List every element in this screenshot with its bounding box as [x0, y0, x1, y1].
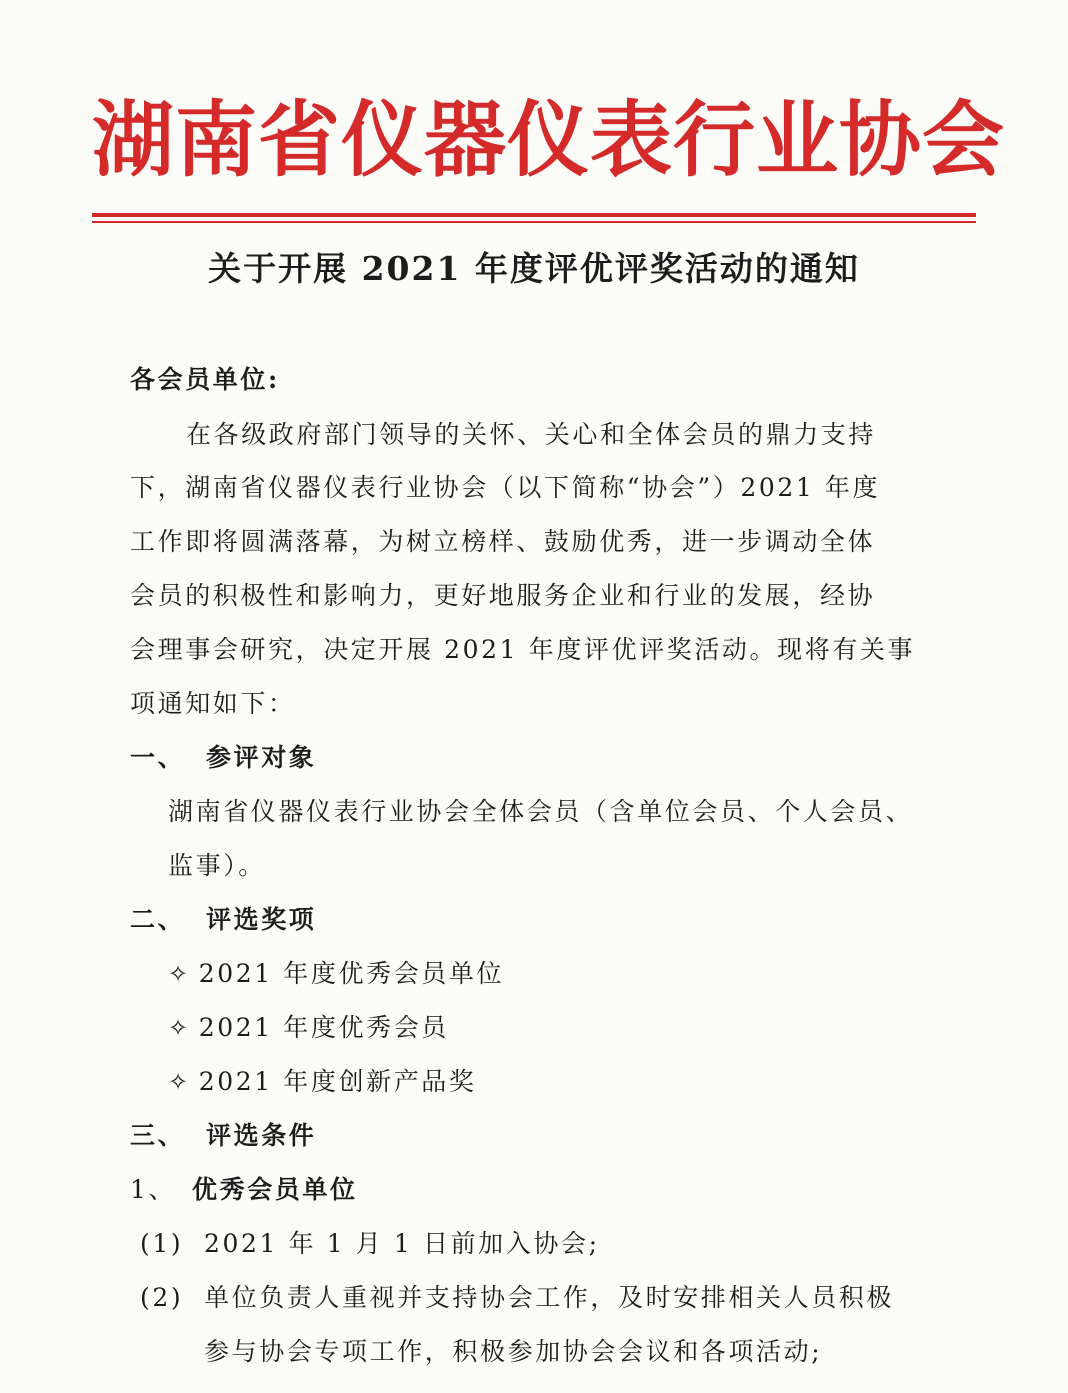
award-item — [168, 1013, 449, 1043]
section2-heading: 评选奖项 — [206, 905, 317, 934]
award-item — [168, 959, 504, 989]
letterhead-rule-thick — [92, 213, 976, 217]
intro-line: 项通知如下： — [130, 689, 296, 718]
award-item-label: 2021 年度创新产品奖 — [198, 1067, 477, 1096]
award-item-label: 2021 年度优秀会员 — [198, 1013, 449, 1042]
intro-line: 工作即将圆满落幕，为树立榜样、鼓励优秀，进一步调动全体 — [130, 527, 876, 556]
diamond-bullet-icon: ✧ — [168, 1014, 191, 1042]
section2-number: 二、 — [130, 905, 186, 934]
subsection-heading: 优秀会员单位 — [192, 1175, 358, 1204]
intro-line: 会理事会研究，决定开展 2021 年度评优评奖活动。现将有关事 — [130, 635, 916, 664]
document-title: 关于开展 2021 年度评优评奖活动的通知 — [208, 249, 860, 288]
section1-line: 湖南省仪器仪表行业协会全体会员（含单位会员、个人会员、 — [168, 797, 914, 826]
condition-number: (1) — [140, 1229, 184, 1258]
award-item-label: 2021 年度优秀会员单位 — [198, 959, 505, 988]
diamond-bullet-icon: ✧ — [168, 1068, 191, 1096]
salutation: 各会员单位: — [130, 365, 280, 394]
section3-heading: 评选条件 — [206, 1121, 317, 1150]
condition-line: 2021 年 1 月 1 日前加入协会; — [204, 1229, 600, 1258]
section3-number: 三、 — [130, 1121, 186, 1150]
condition-number: (2) — [140, 1283, 184, 1312]
condition-line: 参与协会专项工作，积极参加协会会议和各项活动; — [204, 1337, 823, 1366]
intro-line: 在各级政府部门领导的关怀、关心和全体会员的鼎力支持 — [186, 420, 877, 449]
diamond-bullet-icon: ✧ — [168, 960, 191, 988]
intro-line: 会员的积极性和影响力，更好地服务企业和行业的发展，经协 — [130, 581, 876, 610]
intro-line: 下，湖南省仪器仪表行业协会（以下简称“协会”）2021 年度 — [130, 473, 881, 502]
org-letterhead: 湖南省仪器仪表行业协会 — [92, 93, 1006, 188]
letterhead-rule-thin — [92, 221, 976, 223]
condition-line: 单位负责人重视并支持协会工作，及时安排相关人员积极 — [204, 1283, 895, 1312]
subsection-number: 1、 — [130, 1175, 177, 1204]
award-item — [168, 1067, 477, 1097]
section1-heading: 参评对象 — [206, 743, 317, 772]
section1-number: 一、 — [130, 743, 186, 772]
section1-line: 监事）。 — [168, 851, 266, 880]
